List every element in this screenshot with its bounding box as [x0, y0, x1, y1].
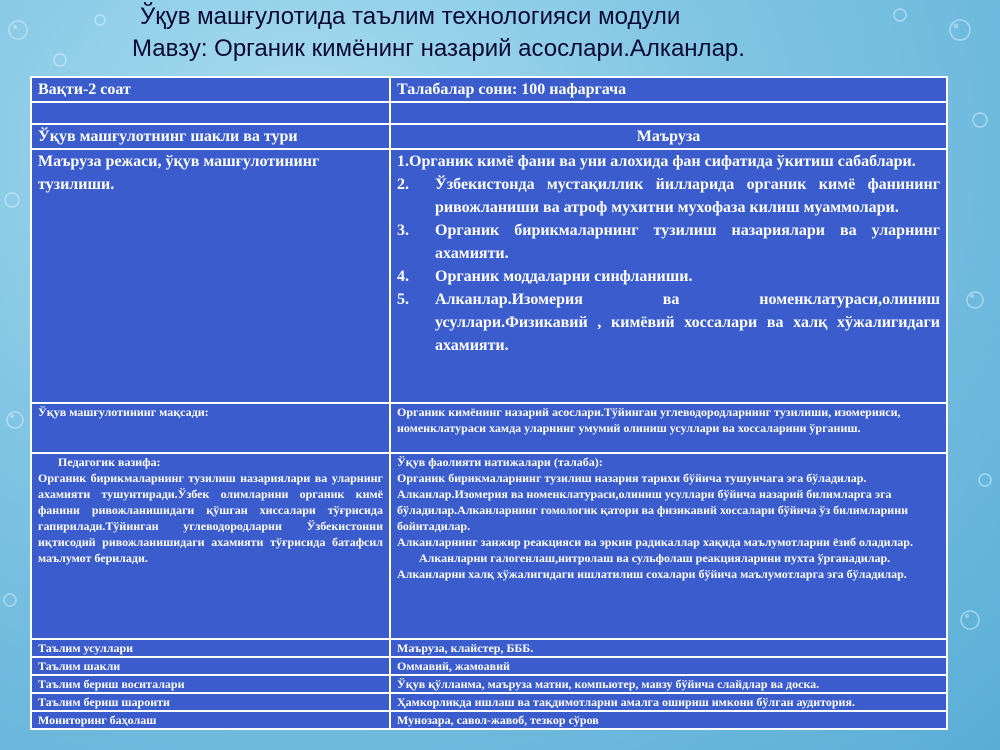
goal-label: Ўқув машғулотининг мақсади: [31, 403, 390, 453]
goal-value: Органик кимёнинг назарий асослари.Тўйинган углеводородларнинг тузилиши, изомерияси, номенклатураси хамда уларнинг умумий олиниш усуллари ва хоссаларини ўрганиш. [390, 403, 947, 453]
plan-item-number: 3. [397, 222, 409, 239]
time-cell: Вақти-2 соат [31, 77, 390, 102]
plan-item-text: Органик бирикмаларнинг тузилиш назариялари ва уларнинг ахамияти. [435, 222, 940, 262]
table-row-methods [31, 639, 947, 657]
shape-label: Таълим шакли [31, 657, 390, 675]
empty-cell-left [31, 102, 390, 124]
plan-item-number: 2. [397, 176, 409, 193]
table-row-form [31, 124, 947, 149]
monitoring-value: Мунозара, савол-жавоб, тезкор сўров [390, 711, 947, 729]
empty-cell-right [390, 102, 947, 124]
tools-value: Ўқув қўлланма, маъруза матни, компьютер, мавзу бўйича слайдлар ва доска. [390, 675, 947, 693]
plan-list [397, 150, 940, 357]
learning-results-paragraph: Алканларнинг занжир реакцияси ва эркин радикаллар хақида маълумотларни ёзиб оладилар. [397, 535, 913, 549]
pedagogic-task-cell [31, 453, 390, 639]
table-row-tasks [31, 453, 947, 639]
plan-item-text: Органик моддаларни синфланиши. [435, 268, 693, 285]
plan-item-number: 4. [397, 268, 409, 285]
table-row-empty [31, 102, 947, 124]
plan-item-number: 5. [397, 291, 409, 308]
table-row-conditions [31, 693, 947, 711]
methods-value: Маъруза, клайстер, БББ. [390, 639, 947, 657]
pedagogic-task-heading: Педагогик вазифа: [58, 455, 161, 469]
monitoring-label: Мониторинг баҳолаш [31, 711, 390, 729]
table-row-monitoring [31, 711, 947, 729]
topic-title: Мавзу: Органик кимёнинг назарий асослари.Алканлар. [132, 35, 745, 62]
table-row-shape [31, 657, 947, 675]
methods-label: Таълим усуллари [31, 639, 390, 657]
shape-value: Оммавий, жамоавий [390, 657, 947, 675]
conditions-value: Ҳамкорликда ишлаш ва тақдимотларни амалга ошириш имкони бўлган аудитория. [390, 693, 947, 711]
plan-label: Маъруза режаси, ўқув машғулотининг тузилиши. [31, 149, 390, 403]
table-row-tools [31, 675, 947, 693]
learning-results-paragraph: Алканлар.Изомерия ва номенклатураси,олиниш усуллари бўйича назарий билимларга эга бўладилар.Алканларнинг гомологик қатори ва физикавий хоссалари бўйича ўз билимларини бойитадилар. [397, 487, 909, 533]
learning-results-paragraph: Алканларни галогенлаш,нитролаш ва сульфолаш реакцияларини пухта ўрганадилар. Алканларни халқ хўжалигидаги ишлатилиш сохалари бўйича маълумотларга эга бўладилар. [397, 551, 907, 581]
plan-item: 1.Органик кимё фани ва уни алохида фан сифатида ўкитиш сабаблари. [397, 153, 916, 170]
plan-item-text: Ўзбекистонда мустақиллик йилларида органик кимё фанининг ривожланиши ва атроф мухитни мухофаза килиш муаммолари. [435, 176, 940, 216]
table-row-time [31, 77, 947, 102]
plan-item-text: Алканлар.Изомерия ва номенклатураси,олиниш усуллари.Физикавий , кимёвий хоссалари ва халқ хўжалигидаги ахамияти. [435, 291, 940, 354]
form-value: Маъруза [390, 124, 947, 149]
learning-results-cell [390, 453, 947, 639]
pedagogic-task-text: Органик бирикмаларнинг тузилиш назариялари ва уларнинг ахамияти тушунтиради.Ўзбек олимларини органик кимё фанини ривожланишидаги қўшган хиссалари тўғрисида гапирилади.Тўйинган углеводородларни Ўзбекистонни иқтисодий ривожланишидаги ахамияти тўғрисида батафсил маълумот берилади. [38, 471, 383, 565]
lesson-plan-table [30, 76, 948, 730]
tools-label: Таълим бериш воситалари [31, 675, 390, 693]
learning-results-heading: Ўқув фаолияти натижалари (талаба): [397, 455, 603, 469]
plan-item [397, 288, 940, 357]
table-row-plan [31, 149, 947, 403]
conditions-label: Таълим бериш шароити [31, 693, 390, 711]
plan-item [397, 265, 940, 288]
learning-results-paragraph: Органик бирикмаларнинг тузилиш назария тарихи бўйича тушунчага эга бўладилар. [397, 471, 867, 485]
page-title: Ўқув машғулотида таълим технологияси модули [140, 3, 681, 30]
plan-item [397, 173, 940, 219]
form-label: Ўқув машғулотнинг шакли ва тури [31, 124, 390, 149]
students-cell: Талабалар сони: 100 нафаргача [390, 77, 947, 102]
table-row-goal [31, 403, 947, 453]
plan-item [397, 219, 940, 265]
plan-list-cell [390, 149, 947, 403]
